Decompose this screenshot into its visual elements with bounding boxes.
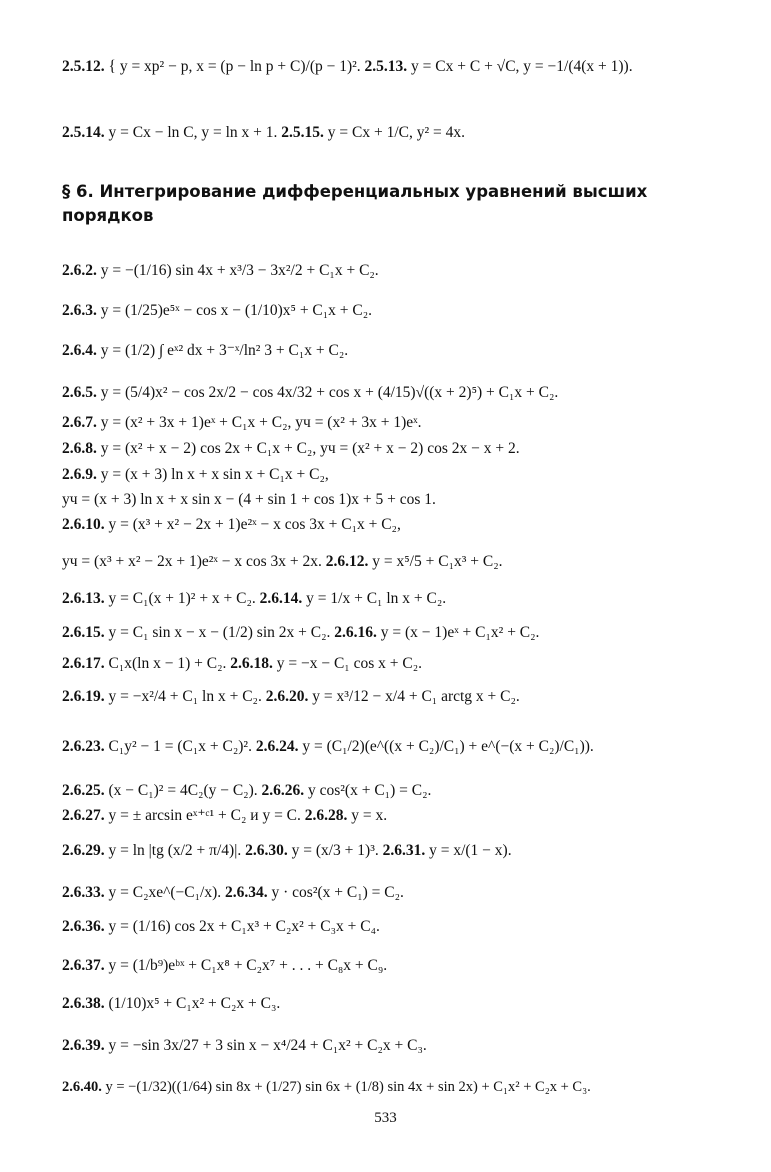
answer-number: 2.6.13.	[62, 590, 105, 607]
answer-number: 2.6.2.	[62, 262, 97, 279]
answer-2-6-9-particular: yч = (x + 3) ln x + x sin x − (4 + sin 1 + cos 1)x + 5 + cos 1.	[62, 491, 436, 508]
answer-2-6-5: 2.6.5. y = (5/4)x² − cos 2x/2 − cos 4x/32 + cos x + (4/15)√((x + 2)⁵) + C₁x + C₂.	[62, 384, 559, 401]
answer-number: 2.6.3.	[62, 302, 97, 319]
answer-number: 2.6.9.	[62, 466, 97, 483]
answer-number: 2.6.23.	[62, 738, 105, 755]
section-heading	[62, 180, 702, 228]
answer-number: 2.5.12.	[62, 58, 105, 75]
answer-2-6-7: 2.6.7. y = (x² + 3x + 1)eˣ + C₁x + C₂, yч = (x² + 3x + 1)eˣ.	[62, 414, 422, 431]
answer-2-6-29-30-31: 2.6.29. y = ln |tg (x/2 + π/4)|. 2.6.30. y = (x/3 + 1)³. 2.6.31. y = x/(1 − x).	[62, 842, 512, 859]
answer-number: 2.6.15.	[62, 624, 105, 641]
answer-number: 2.6.4.	[62, 342, 97, 359]
answer-2-6-15-16: 2.6.15. y = C₁ sin x − x − (1/2) sin 2x + C₂. 2.6.16. y = (x − 1)eˣ + C₁x² + C₂.	[62, 624, 540, 641]
answer-2-6-19-20: 2.6.19. y = −x²/4 + C₁ ln x + C₂. 2.6.20. y = x³/12 − x/4 + C₁ arctg x + C₂.	[62, 688, 520, 705]
answer-number: 2.6.38.	[62, 995, 105, 1012]
answer-2-6-17-18: 2.6.17. C₁x(ln x − 1) + C₂. 2.6.18. y = −x − C₁ cos x + C₂.	[62, 655, 422, 672]
answer-number: 2.6.16.	[334, 624, 377, 641]
answer-number: 2.5.15.	[281, 124, 324, 141]
answer-2-5-14-15: 2.5.14. y = Cx − ln C, y = ln x + 1. 2.5.15. y = Cx + 1/C, y² = 4x.	[62, 124, 465, 141]
answer-number: 2.6.7.	[62, 414, 97, 431]
answer-number: 2.6.37.	[62, 957, 105, 974]
answer-2-6-36: 2.6.36. y = (1/16) cos 2x + C₁x³ + C₂x² + C₃x + C₄.	[62, 918, 380, 935]
answer-number: 2.5.13.	[364, 58, 408, 75]
answer-2-6-25-26: 2.6.25. (x − C₁)² = 4C₂(y − C₂). 2.6.26. y cos²(x + C₁) = C₂.	[62, 782, 432, 799]
answer-number: 2.6.18.	[230, 655, 273, 672]
answer-number: 2.6.24.	[255, 738, 299, 755]
section-heading-line-2: порядков	[62, 206, 154, 225]
answer-2-6-13-14: 2.6.13. y = C₁(x + 1)² + x + C₂. 2.6.14. y = 1/x + C₁ ln x + C₂.	[62, 590, 447, 607]
answer-2-6-23-24: 2.6.23. C₁y² − 1 = (C₁x + C₂)². 2.6.24. y = (C₁/2)(e^((x + C₂)/C₁) + e^(−(x + C₂)/C₁)).	[62, 738, 594, 755]
answer-number: 2.6.26.	[261, 782, 305, 799]
answer-number: 2.6.40.	[62, 1079, 102, 1095]
answer-2-6-2: 2.6.2. y = −(1/16) sin 4x + x³/3 − 3x²/2 + C₁x + C₂.	[62, 262, 379, 279]
answer-number: 2.5.14.	[62, 124, 105, 141]
answer-number: 2.6.27.	[62, 807, 105, 824]
answer-2-6-40: 2.6.40. y = −(1/32)((1/64) sin 8x + (1/27) sin 6x + (1/8) sin 4x + sin 2x) + C₁x² + C₂x + C₃.	[62, 1079, 591, 1095]
answer-2-6-10: 2.6.10. y = (x³ + x² − 2x + 1)e²ˣ − x cos 3x + C₁x + C₂,	[62, 516, 401, 533]
section-heading-line-1: § 6. Интегрирование дифференциальных уравнений высших	[62, 182, 648, 201]
answer-number: 2.6.34.	[225, 884, 268, 901]
answer-number: 2.6.25.	[62, 782, 105, 799]
answer-number: 2.6.14.	[259, 590, 303, 607]
answer-number: 2.6.39.	[62, 1037, 105, 1054]
answer-number: 2.6.10.	[62, 516, 105, 533]
answer-2-6-10-particular-2-6-12: yч = (x³ + x² − 2x + 1)e²ˣ − x cos 3x + 2x. 2.6.12. y = x⁵/5 + C₁x³ + C₂.	[62, 553, 503, 570]
answer-2-5-12-13: 2.5.12. { y = xp² − p, x = (p − ln p + C)/(p − 1)². 2.5.13. y = Cx + C + √C, y = −1/(4(x + 1)).	[62, 58, 633, 75]
answer-number: 2.6.17.	[62, 655, 105, 672]
answer-number: 2.6.31.	[382, 842, 426, 859]
answer-number: 2.6.28.	[304, 807, 348, 824]
answer-2-6-39: 2.6.39. y = −sin 3x/27 + 3 sin x − x⁴/24 + C₁x² + C₂x + C₃.	[62, 1037, 427, 1054]
answer-2-6-3: 2.6.3. y = (1/25)e⁵ˣ − cos x − (1/10)x⁵ + C₁x + C₂.	[62, 302, 373, 319]
answer-number: 2.6.19.	[62, 688, 105, 705]
answer-number: 2.6.20.	[265, 688, 309, 705]
answer-2-6-8: 2.6.8. y = (x² + x − 2) cos 2x + C₁x + C₂, yч = (x² + x − 2) cos 2x − x + 2.	[62, 440, 520, 457]
answer-number: 2.6.8.	[62, 440, 97, 457]
answer-number: 2.6.29.	[62, 842, 105, 859]
answer-2-6-37: 2.6.37. y = (1/b⁹)eᵇˣ + C₁x⁸ + C₂x⁷ + . . . + C₈x + C₉.	[62, 957, 388, 974]
answer-2-6-4: 2.6.4. y = (1/2) ∫ eˣ² dx + 3⁻ˣ/ln² 3 + C₁x + C₂.	[62, 342, 349, 359]
answer-2-6-9: 2.6.9. y = (x + 3) ln x + x sin x + C₁x + C₂,	[62, 466, 329, 483]
answer-2-6-27-28: 2.6.27. y = ± arcsin eˣ⁺ᶜ¹ + C₂ и y = C. 2.6.28. y = x.	[62, 807, 388, 824]
answer-number: 2.6.36.	[62, 918, 105, 935]
answer-number: 2.6.5.	[62, 384, 97, 401]
answer-number: 2.6.33.	[62, 884, 105, 901]
answer-2-6-33-34: 2.6.33. y = C₂xe^(−C₁/x). 2.6.34. y · cos²(x + C₁) = C₂.	[62, 884, 404, 901]
answer-number: 2.6.12.	[325, 553, 369, 570]
answer-2-6-38: 2.6.38. (1/10)x⁵ + C₁x² + C₂x + C₃.	[62, 995, 281, 1012]
answer-number: 2.6.30.	[245, 842, 288, 859]
page-number: 533	[374, 1110, 397, 1126]
